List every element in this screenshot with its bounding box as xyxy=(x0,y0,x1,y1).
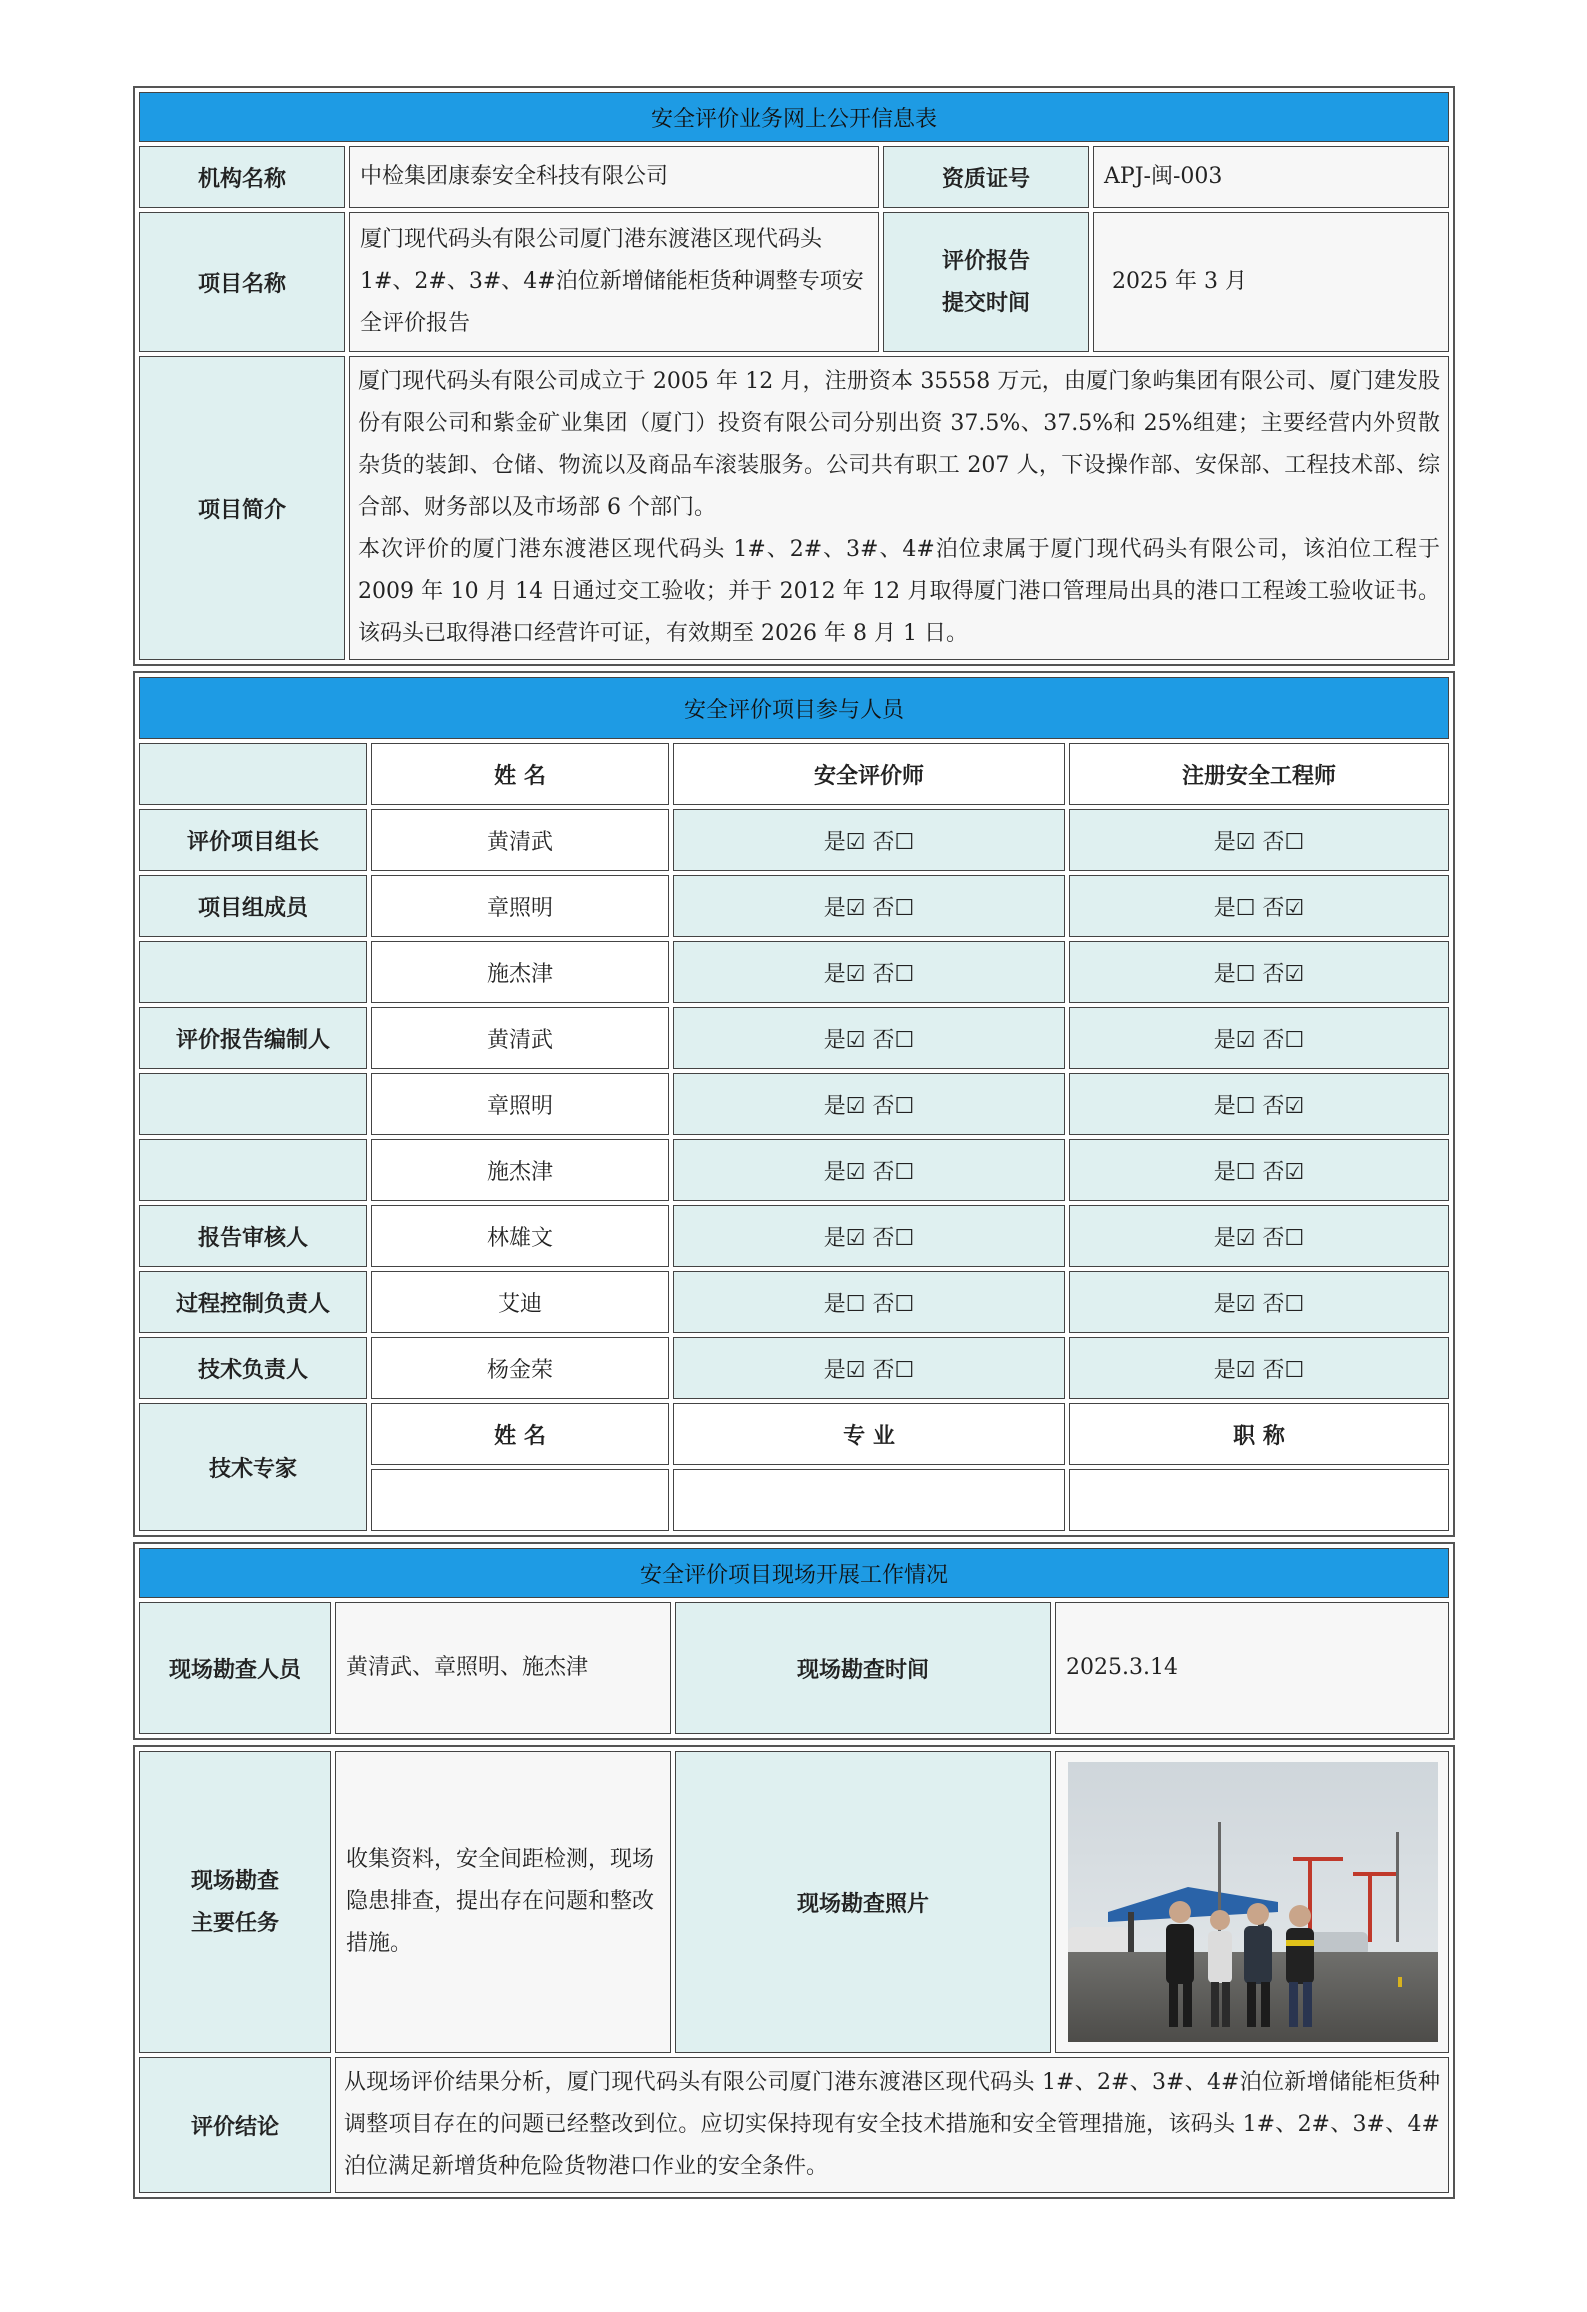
survey-staff-value: 黄清武、章照明、施杰津 xyxy=(335,1602,671,1734)
basic-info-table xyxy=(133,86,1455,666)
cert-no-value: APJ-闽-003 xyxy=(1093,146,1449,208)
evaluator-checkbox: 是☑ 否☐ xyxy=(673,941,1065,1003)
evaluator-checkbox: 是☑ 否☐ xyxy=(673,1139,1065,1201)
expert-major-cell xyxy=(673,1469,1065,1531)
engineer-checkbox: 是☐ 否☑ xyxy=(1069,1139,1449,1201)
table-row xyxy=(139,1271,1449,1333)
engineer-checkbox: 是☐ 否☑ xyxy=(1069,1073,1449,1135)
role-label xyxy=(139,1139,367,1201)
table-row xyxy=(139,1007,1449,1069)
evaluator-checkbox: 是☑ 否☐ xyxy=(673,875,1065,937)
conclusion-label: 评价结论 xyxy=(139,2057,331,2193)
cert-no-label: 资质证号 xyxy=(883,146,1089,208)
project-name-value: 厦门现代码头有限公司厦门港东渡港区现代码头1#、2#、3#、4#泊位新增储能柜货种调整专项安全评价报告 xyxy=(349,212,879,352)
evaluator-checkbox: 是☑ 否☐ xyxy=(673,1007,1065,1069)
survey-time-label: 现场勘查时间 xyxy=(675,1602,1051,1734)
engineer-checkbox: 是☑ 否☐ xyxy=(1069,1007,1449,1069)
role-label: 项目组成员 xyxy=(139,875,367,937)
expert-header-name: 姓 名 xyxy=(371,1403,669,1465)
table-row xyxy=(139,1073,1449,1135)
evaluator-checkbox: 是☑ 否☐ xyxy=(673,1337,1065,1399)
evaluator-checkbox: 是☑ 否☐ xyxy=(673,1205,1065,1267)
survey-task-label-line1: 现场勘查 xyxy=(190,1868,279,1894)
role-label: 评价报告编制人 xyxy=(139,1007,367,1069)
expert-header-title: 职 称 xyxy=(1069,1403,1449,1465)
person-name: 章照明 xyxy=(371,1073,669,1135)
org-name-value: 中检集团康泰安全科技有限公司 xyxy=(349,146,879,208)
submit-time-label-line2: 提交时间 xyxy=(941,290,1030,316)
org-name-label: 机构名称 xyxy=(139,146,345,208)
person-name: 黄清武 xyxy=(371,809,669,871)
engineer-checkbox: 是☐ 否☑ xyxy=(1069,875,1449,937)
header-role-cell xyxy=(139,743,367,805)
person-name: 艾迪 xyxy=(371,1271,669,1333)
section-title-public-info: 安全评价业务网上公开信息表 xyxy=(139,92,1449,142)
engineer-checkbox: 是☑ 否☐ xyxy=(1069,1271,1449,1333)
survey-photo-cell xyxy=(1055,1751,1449,2053)
survey-task-label xyxy=(139,1751,331,2053)
person-name: 林雄文 xyxy=(371,1205,669,1267)
header-safety-evaluator: 安全评价师 xyxy=(673,743,1065,805)
role-label: 评价项目组长 xyxy=(139,809,367,871)
submit-time-label xyxy=(883,212,1089,352)
table-row xyxy=(139,1205,1449,1267)
evaluator-checkbox: 是☑ 否☐ xyxy=(673,1073,1065,1135)
engineer-checkbox: 是☐ 否☑ xyxy=(1069,941,1449,1003)
role-label xyxy=(139,1073,367,1135)
header-name: 姓 名 xyxy=(371,743,669,805)
table-row xyxy=(139,1337,1449,1399)
personnel-table xyxy=(133,671,1455,1537)
person-name: 黄清武 xyxy=(371,1007,669,1069)
survey-time-value: 2025.3.14 xyxy=(1055,1602,1449,1734)
survey-task-label-line2: 主要任务 xyxy=(190,1910,279,1936)
role-label xyxy=(139,941,367,1003)
info-sheet xyxy=(133,86,1455,2199)
person-name: 施杰津 xyxy=(371,941,669,1003)
project-intro-paragraph-2: 本次评价的厦门港东渡港区现代码头 1#、2#、3#、4#泊位隶属于厦门现代码头有限公司，该泊位工程于 2009 年 10 月 14 日通过交工验收；并于 2012 年 12 月取得厦门港口管理局出具的港口工程竣工验收证书。该码头已取得港口经营许可证，有效期至 2026 年 8 月 1 日。 xyxy=(358,537,1440,646)
section-title-onsite: 安全评价项目现场开展工作情况 xyxy=(139,1548,1449,1598)
project-intro-value xyxy=(349,356,1449,660)
person-name: 章照明 xyxy=(371,875,669,937)
table-row xyxy=(139,875,1449,937)
project-intro-paragraph-1: 厦门现代码头有限公司成立于 2005 年 12 月，注册资本 35558 万元，由厦门象屿集团有限公司、厦门建发股份有限公司和紫金矿业集团（厦门）投资有限公司分别出资 37.5%、37.5%和 25%组建；主要经营内外贸散杂货的装卸、仓储、物流以及商品车滚装服务。公司共有职工 207 人，下设操作部、安保部、工程技术部、综合部、财务部以及市场部 6 个部门。 xyxy=(358,369,1440,520)
table-row xyxy=(139,1139,1449,1201)
table-row xyxy=(139,941,1449,1003)
project-intro-label: 项目简介 xyxy=(139,356,345,660)
role-label: 报告审核人 xyxy=(139,1205,367,1267)
onsite-work-table xyxy=(133,1542,1455,1740)
engineer-checkbox: 是☑ 否☐ xyxy=(1069,1205,1449,1267)
project-name-label: 项目名称 xyxy=(139,212,345,352)
role-label: 过程控制负责人 xyxy=(139,1271,367,1333)
person-name: 施杰津 xyxy=(371,1139,669,1201)
header-safety-engineer: 注册安全工程师 xyxy=(1069,743,1449,805)
conclusion-value: 从现场评价结果分析，厦门现代码头有限公司厦门港东渡港区现代码头 1#、2#、3#、4#泊位新增储能柜货种调整项目存在的问题已经整改到位。应切实保持现有安全技术措施和安全管理措施，该码头 1#、2#、3#、4#泊位满足新增货种危险货物港口作业的安全条件。 xyxy=(335,2057,1449,2193)
person-name: 杨金荣 xyxy=(371,1337,669,1399)
submit-time-label-line1: 评价报告 xyxy=(941,248,1030,274)
evaluator-checkbox: 是☐ 否☐ xyxy=(673,1271,1065,1333)
submit-time-value: 2025 年 3 月 xyxy=(1093,212,1449,352)
onsite-detail-table xyxy=(133,1745,1455,2199)
tech-expert-label: 技术专家 xyxy=(139,1403,367,1531)
expert-title-cell xyxy=(1069,1469,1449,1531)
survey-photo-label: 现场勘查照片 xyxy=(675,1751,1051,2053)
engineer-checkbox: 是☑ 否☐ xyxy=(1069,809,1449,871)
site-photo-image xyxy=(1068,1762,1438,2042)
evaluator-checkbox: 是☑ 否☐ xyxy=(673,809,1065,871)
table-row xyxy=(139,809,1449,871)
section-title-personnel: 安全评价项目参与人员 xyxy=(139,677,1449,739)
role-label: 技术负责人 xyxy=(139,1337,367,1399)
survey-task-value: 收集资料，安全间距检测，现场隐患排查，提出存在问题和整改措施。 xyxy=(335,1751,671,2053)
engineer-checkbox: 是☑ 否☐ xyxy=(1069,1337,1449,1399)
survey-staff-label: 现场勘查人员 xyxy=(139,1602,331,1734)
expert-header-major: 专 业 xyxy=(673,1403,1065,1465)
expert-name-cell xyxy=(371,1469,669,1531)
